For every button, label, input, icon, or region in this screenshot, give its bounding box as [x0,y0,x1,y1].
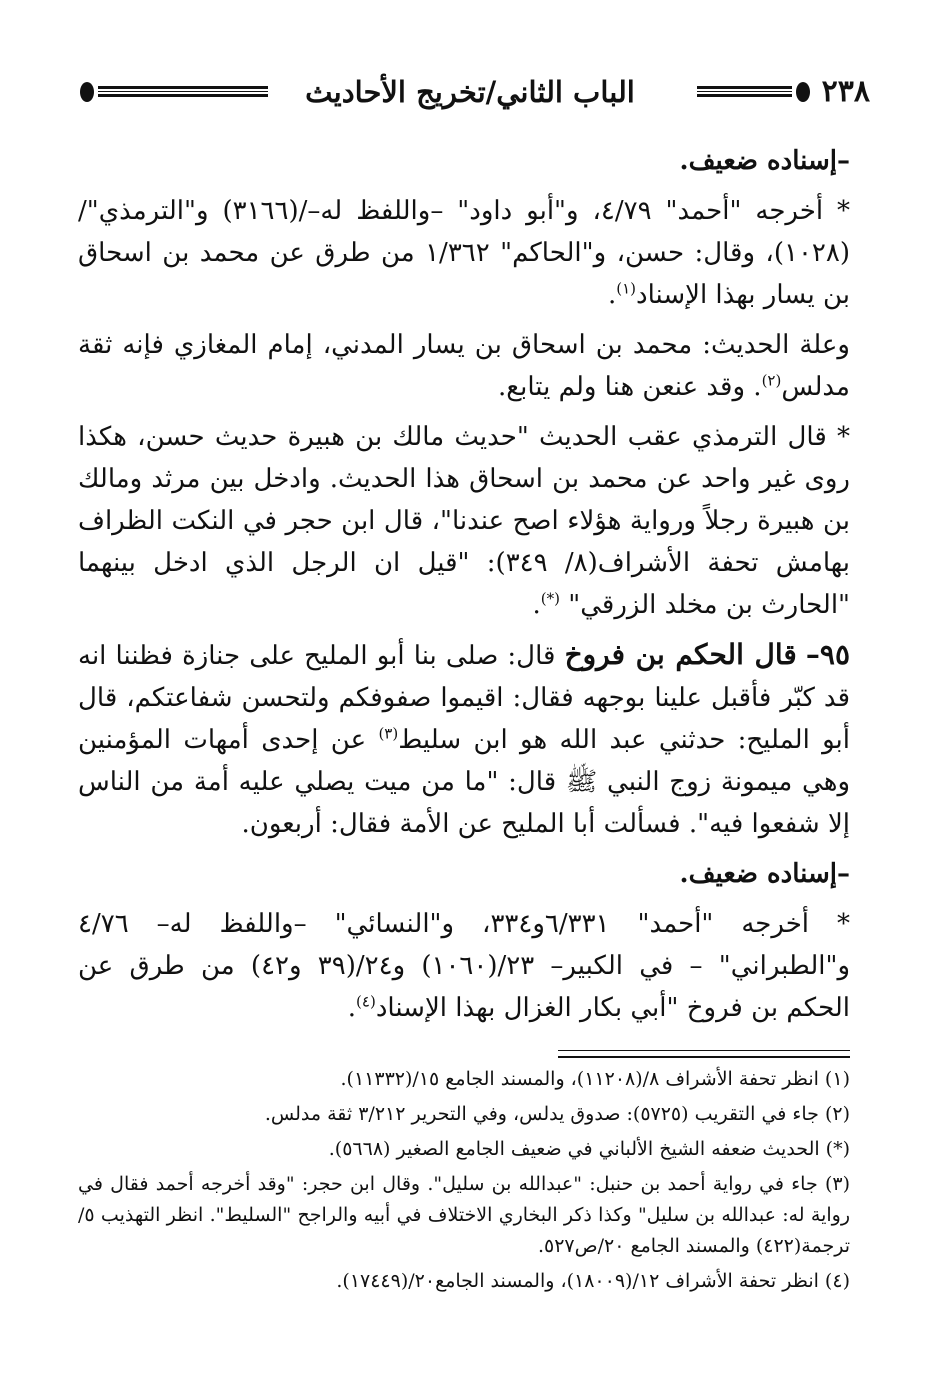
paragraph: وعلة الحديث: محمد بن اسحاق بن يسار المدني، إمام المغازي فإنه ثقة مدلس$^{(٢)}$. وقد عنعن هنا ولم يتابع. [78,330,850,402]
hadith-number: ٩٥– [805,638,850,671]
paragraph: * أخرجه "أحمد" ٤/٧٩، و"أبو داود" –واللفظ له–/(٣١٦٦) و"الترمذي"/ (١٠٢٨)، وقال: حسن، و"الحاكم" ١/٣٦٢ من طرق عن محمد بن اسحاق بن يسار بهذا الإسناد$^{(١)}$. [78,196,851,310]
header-ornament-right [796,82,810,102]
footnote: (٢) جاء في التقريب (٥٧٢٥): صدوق يدلس، وفي التحرير ٣/٢١٢ ثقة مدلس. [264,1103,850,1125]
footnote: (٣) جاء في رواية أحمد بن حنبل: "عبدالله بن سليل". وقال ابن حجر: "وقد أخرجه أحمد فقال في رواية له: عبدالله بن سليل" وكذا ذكر البخاري الاختلاف في أبيه والراجح "السليط". انظر التهذيب ٥/ترجمة(٤٢٢) والمسند الجامع ٢٠/ص٥٢٧. [78,1173,850,1257]
paragraph: * قال الترمذي عقب الحديث "حديث مالك بن هبيرة حديث حسن، هكذا روى غير واحد عن محمد بن اسحاق هذا الحديث. وادخل بين مرثد ومالك بن هبيرة رجلاً ورواية هؤلاء اصح عندنا"، قال ابن حجر في النكت الظراف بهامش تحفة الأشراف(٨/ ٣٤٩): "قيل ان الرجل الذي ادخل بينهما "الحارث بن مخلد الزرقي" (*). [78,422,851,620]
header-rule-left [98,86,268,97]
page-header [70,70,870,114]
footnote: (١) انظر تحفة الأشراف ٨/(١١٢٠٨)، والمسند الجامع ١٥/(١١٣٣٢). [340,1068,850,1090]
paragraph: * أخرجه "أحمد" ٦/٣٣١و٣٣٤، و"النسائي" –واللفظ له– ٤/٧٦ و"الطبراني" – في الكبير– ٢٣/(١٠٦٠) و٢٤/(٣٩ و٤٢) من طرق عن الحكم بن فروخ "أبي بكار الغزال بهذا الإسناد$^{(٤)}$. [78,909,851,1023]
header-rule-right [697,86,792,97]
footnote-ref: (٣) [378,724,399,743]
hadith-paragraph: ٩٥– قال الحكم بن فروخ قال: صلى بنا أبو المليح على جنازة فظننا انه قد كبّر فأقبل علينا بوجهه فقال: اقيموا صفوفكم ولتحسن شفاعتكم، قال أبو المليح: حدثني عبد الله هو ابن سليط$^{(٣)}$ عن إحدى أمهات المؤمنين وهي ميمونة زوج النبي ﷺ قال: "ما من ميت يصلي عليه أمة من الناس إلا شفعوا فيه". فسألت أبا المليح عن الأمة فقال: أربعون. [78,638,850,839]
section-heading: –إسناده ضعيف. [679,146,850,176]
footnote: (٤) انظر تحفة الأشراف ١٢/(١٨٠٠٩)، والمسند الجامع٢٠/(١٧٤٤٩). [336,1270,850,1292]
footnote-ref: (١) [616,279,636,298]
page-number: ٢٣٨ [821,74,870,109]
footnote-divider [558,1050,850,1058]
header-ornament-left [80,82,94,102]
footnote-ref: (٢) [761,371,782,390]
footnote-ref: (*) [540,589,560,608]
hadith-narrator: قال الحكم بن فروخ [564,638,797,671]
section-heading: –إسناده ضعيف. [679,859,850,889]
running-title: الباب الثاني/تخريج الأحاديث [297,72,643,112]
main-text [78,140,850,1037]
footnote-ref: (٤) [356,992,376,1011]
footnotes [78,1064,850,1301]
footnote: (*) الحديث ضعفه الشيخ الألباني في ضعيف الجامع الصغير (٥٦٦٨). [328,1138,850,1160]
